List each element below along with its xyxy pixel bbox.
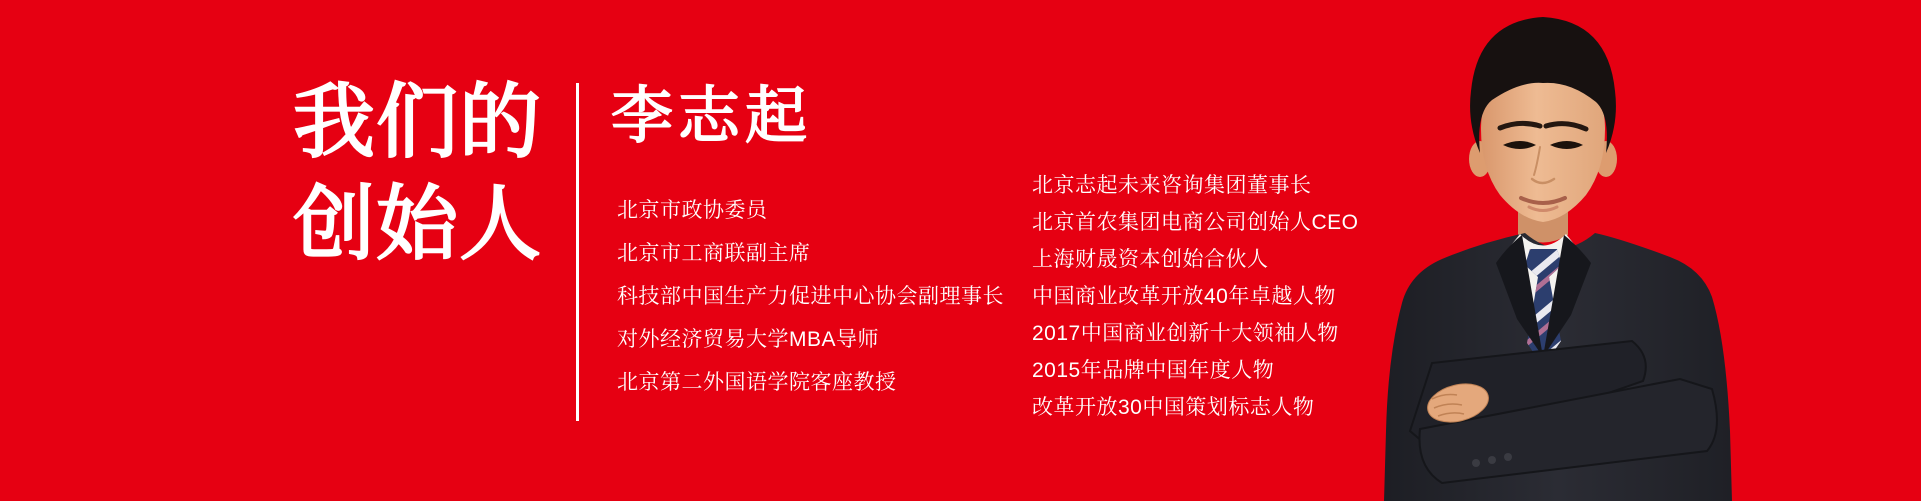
founder-role-item: 北京市政协委员 bbox=[617, 199, 768, 222]
founder-honor-item: 中国商业改革开放40年卓越人物 bbox=[1032, 285, 1336, 308]
founder-honor-item: 北京首农集团电商公司创始人CEO bbox=[1032, 211, 1359, 234]
founder-photo bbox=[1380, 11, 1740, 501]
vertical-divider bbox=[576, 83, 579, 421]
founder-honor-item: 北京志起未来咨询集团董事长 bbox=[1032, 174, 1312, 197]
founder-role-item: 北京市工商联副主席 bbox=[617, 242, 811, 265]
founder-role-item: 北京第二外国语学院客座教授 bbox=[617, 371, 897, 394]
founder-honor-item: 2015年品牌中国年度人物 bbox=[1032, 359, 1275, 382]
founder-role-item: 对外经济贸易大学MBA导师 bbox=[617, 328, 880, 351]
founder-name: 李志起 bbox=[611, 83, 813, 151]
founder-honors-list bbox=[1032, 175, 1359, 434]
founder-honor-item: 改革开放30中国策划标志人物 bbox=[1032, 396, 1315, 419]
founder-honor-item: 2017中国商业创新十大领袖人物 bbox=[1032, 322, 1339, 345]
founder-role-item: 科技部中国生产力促进中心协会副理事长 bbox=[617, 285, 1004, 308]
banner-title bbox=[293, 72, 542, 276]
founder-honor-item: 上海财晟资本创始合伙人 bbox=[1032, 248, 1269, 271]
banner-title-line-1: 我们的 bbox=[293, 77, 543, 168]
banner-title-line-2: 创始人 bbox=[293, 179, 543, 270]
founder-roles-list bbox=[617, 200, 1004, 415]
